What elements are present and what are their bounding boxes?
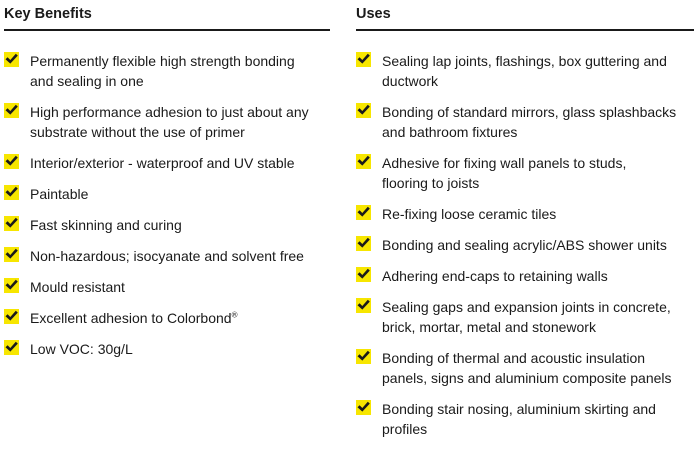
use-item-line: Bonding of standard mirrors, glass splashbacks bbox=[382, 104, 677, 120]
key-benefit-item bbox=[4, 277, 330, 297]
use-item bbox=[356, 266, 694, 286]
checkmark-icon bbox=[4, 154, 19, 169]
checkmark-icon bbox=[356, 154, 371, 169]
key-benefit-item-line: Mould resistant bbox=[30, 279, 125, 295]
use-item bbox=[356, 399, 694, 439]
checkmark-icon bbox=[4, 52, 19, 67]
use-item-text bbox=[382, 206, 556, 222]
key-benefit-item-line: and sealing in one bbox=[30, 73, 144, 89]
use-item-line: and bathroom fixtures bbox=[382, 124, 518, 140]
key-benefit-item-text bbox=[30, 53, 295, 89]
use-item bbox=[356, 51, 694, 91]
use-item-line: Bonding and sealing acrylic/ABS shower units bbox=[382, 237, 667, 253]
use-item-text bbox=[382, 53, 667, 89]
use-item bbox=[356, 204, 694, 224]
use-item bbox=[356, 297, 694, 337]
key-benefit-item-text bbox=[30, 186, 88, 202]
use-item-text bbox=[382, 268, 608, 284]
key-benefit-item-line: Low VOC: 30g/L bbox=[30, 341, 133, 357]
registered-mark: ® bbox=[231, 310, 238, 320]
use-item-text bbox=[382, 237, 667, 253]
checkmark-icon bbox=[356, 349, 371, 364]
use-item bbox=[356, 348, 694, 388]
key-benefit-item bbox=[4, 102, 330, 142]
key-benefit-item-text bbox=[30, 248, 304, 264]
key-benefit-item-text bbox=[30, 217, 182, 233]
checkmark-icon bbox=[4, 278, 19, 293]
use-item-line: Bonding stair nosing, aluminium skirting and bbox=[382, 401, 656, 417]
use-item-line: Adhesive for fixing wall panels to studs, bbox=[382, 155, 627, 171]
key-benefit-item-line: Interior/exterior - waterproof and UV stable bbox=[30, 155, 295, 171]
use-item-line: Sealing gaps and expansion joints in concrete, bbox=[382, 299, 671, 315]
key-benefit-item bbox=[4, 308, 330, 328]
key-benefit-item-line: High performance adhesion to just about any bbox=[30, 104, 309, 120]
key-benefit-item bbox=[4, 339, 330, 359]
use-item-text bbox=[382, 155, 626, 191]
checkmark-icon bbox=[4, 185, 19, 200]
key-benefit-item-line: Permanently flexible high strength bonding bbox=[30, 53, 295, 69]
use-item-line: panels, signs and aluminium composite panels bbox=[382, 370, 672, 386]
key-benefit-item bbox=[4, 246, 330, 266]
checkmark-icon bbox=[356, 52, 371, 67]
checkmark-icon bbox=[356, 236, 371, 251]
use-item-text bbox=[382, 299, 671, 335]
checkmark-icon bbox=[356, 103, 371, 118]
checkmark-icon bbox=[4, 103, 19, 118]
checkmark-icon bbox=[4, 216, 19, 231]
key-benefits-list bbox=[4, 31, 330, 359]
use-item-text bbox=[382, 350, 672, 386]
key-benefit-item-text bbox=[30, 104, 309, 140]
use-item-line: profiles bbox=[382, 421, 428, 437]
use-item-line: Sealing lap joints, flashings, box guttering and bbox=[382, 53, 667, 69]
use-item-text bbox=[382, 401, 656, 437]
key-benefit-item-text bbox=[30, 310, 237, 326]
uses-column bbox=[356, 0, 694, 450]
key-benefit-item-line: Non-hazardous; isocyanate and solvent free bbox=[30, 248, 304, 264]
checkmark-icon bbox=[4, 247, 19, 262]
checkmark-icon bbox=[356, 267, 371, 282]
key-benefit-item-line: Fast skinning and curing bbox=[30, 217, 182, 233]
use-item-line: Adhering end-caps to retaining walls bbox=[382, 268, 608, 284]
use-item-line: Bonding of thermal and acoustic insulation bbox=[382, 350, 646, 366]
checkmark-icon bbox=[356, 298, 371, 313]
key-benefit-item bbox=[4, 215, 330, 235]
key-benefit-item-text bbox=[30, 155, 295, 171]
use-item-text bbox=[382, 104, 676, 140]
use-item bbox=[356, 102, 694, 142]
use-item bbox=[356, 153, 694, 193]
key-benefits-heading: Key Benefits bbox=[4, 0, 330, 31]
use-item-line: Re-fixing loose ceramic tiles bbox=[382, 206, 557, 222]
use-item-line: brick, mortar, metal and stonework bbox=[382, 319, 596, 335]
key-benefit-item-text bbox=[30, 341, 133, 357]
key-benefit-item bbox=[4, 51, 330, 91]
key-benefits-column bbox=[4, 0, 330, 370]
uses-heading: Uses bbox=[356, 0, 694, 31]
key-benefit-item-text bbox=[30, 279, 125, 295]
key-benefit-item-line: Paintable bbox=[30, 186, 89, 202]
key-benefit-item bbox=[4, 184, 330, 204]
use-item-line: flooring to joists bbox=[382, 175, 480, 191]
checkmark-icon bbox=[356, 205, 371, 220]
use-item-line: ductwork bbox=[382, 73, 439, 89]
key-benefit-item-line: Excellent adhesion to Colorbond bbox=[30, 310, 232, 326]
uses-list bbox=[356, 31, 694, 439]
checkmark-icon bbox=[4, 309, 19, 324]
use-item bbox=[356, 235, 694, 255]
checkmark-icon bbox=[4, 340, 19, 355]
checkmark-icon bbox=[356, 400, 371, 415]
key-benefit-item-line: substrate without the use of primer bbox=[30, 124, 245, 140]
key-benefit-item bbox=[4, 153, 330, 173]
